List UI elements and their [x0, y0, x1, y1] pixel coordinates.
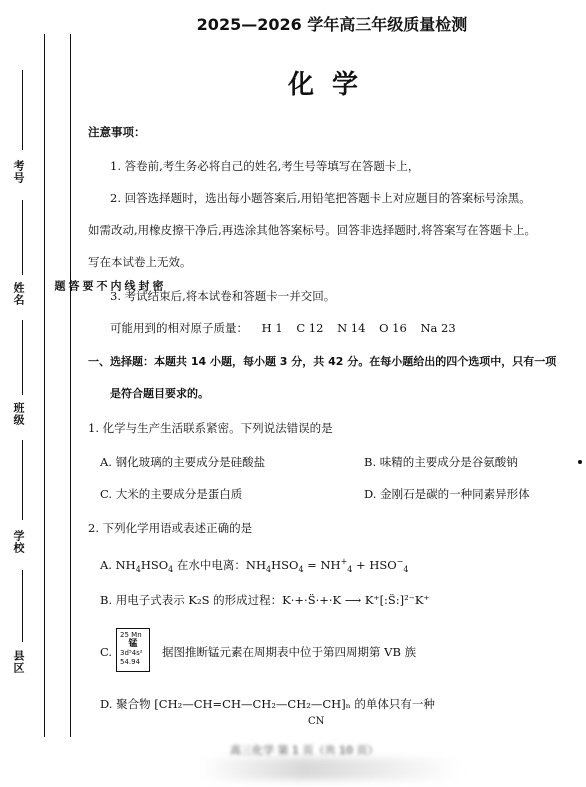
exam-number-line: [22, 70, 23, 150]
seal-line-left: [44, 34, 45, 737]
notice-item-3: 3. 考试结束后,将本试卷和答题卡一并交回。: [110, 289, 336, 303]
manganese-element-box: [116, 628, 150, 672]
notice-item-2: 2. 回答选择题时，选出每小题答案后,用铅笔把答题卡上对应题目的答案标号涂黑。: [110, 191, 531, 205]
notice-item-2-cont: 如需改动,用橡皮擦干净后,再选涂其他答案标号。回答非选择题时,将答案写在答题卡上。: [88, 223, 536, 237]
mn-mass: 54.94: [120, 658, 141, 666]
notice-item-1: 1. 答卷前,考生务必将自己的姓名,考生号等填写在答题卡上，: [110, 159, 420, 173]
q2-d-formula: [CH₂—CH=CH—CH₂—CH₂—CH]ₙ: [154, 697, 351, 711]
mn-name: 锰: [128, 639, 138, 649]
seal-line-right: [70, 34, 71, 737]
label-class: 班级: [12, 402, 25, 426]
atomic-mass-label: 可能用到的相对原子质量：: [110, 321, 248, 335]
school-line: [22, 440, 23, 520]
page-footer: 高三化学 第 1 页（共 10 页）: [230, 744, 379, 757]
section-heading-cont: 是符合题目要求的。: [110, 387, 209, 400]
mass-c: C 12: [296, 321, 324, 335]
q1-stem: 1. 化学与生产生活联系紧密。下列说法错误的是: [88, 421, 333, 435]
name-line: [22, 200, 23, 275]
mass-n: N 14: [337, 321, 366, 335]
label-exam-number: 考号: [12, 160, 25, 184]
exam-title: 2025—2026 学年高三年级质量检测: [196, 15, 468, 34]
mass-o: O 16: [379, 321, 407, 335]
q2-option-a: A. $NH_4HSO_4$ 在水中电离：$NH_4HSO_4 = NH^+_4 + HSO^-_4$: [100, 557, 409, 575]
atomic-mass-line: [110, 320, 466, 336]
mass-h: H 1: [261, 321, 283, 335]
mass-na: Na 23: [420, 321, 456, 335]
mn-config: 3d⁵4s²: [120, 649, 143, 657]
class-line: [22, 320, 23, 395]
q2-stem: 2. 下列化学用语或表述正确的是: [88, 521, 253, 535]
q1-option-a: A. 钢化玻璃的主要成分是硅酸盐: [100, 455, 266, 469]
q2-d-suffix: 的单体只有一种: [354, 697, 435, 711]
section-heading: 一、选择题：本题共 14 小题，每小题 3 分，共 42 分。在每小题给出的四个选项中，只有一项: [88, 355, 557, 368]
label-school: 学校: [12, 530, 25, 554]
subject-title: 化学: [287, 70, 376, 100]
mn-number-symbol: 25 Mn: [120, 631, 142, 639]
q2-d-prefix: D. 聚合物: [100, 697, 151, 711]
label-name: 姓名: [12, 282, 25, 306]
q2-option-d: [100, 696, 435, 712]
q2-option-c-text: 据图推断锰元素在周期表中位于第四周期第 VB 族: [162, 645, 417, 659]
q2-option-b: B. 用电子式表示 K₂S 的形成过程：K·+·S̈·+·K ⟶ K⁺[:S̈:]²⁻K⁺: [100, 593, 430, 607]
county-line: [22, 570, 23, 642]
seal-warning-text: 密 封 线 内 不 要 答 题: [53, 280, 164, 291]
notice-item-2-end: 写在本试卷上无效。: [88, 255, 192, 269]
q2-d-branch: CN: [308, 716, 325, 727]
q1-option-d: D. 金刚石是碳的一种同素异形体: [364, 487, 530, 501]
q1-option-c: C. 大米的主要成分是蛋白质: [100, 487, 243, 501]
scratch-blur: [200, 758, 460, 780]
q2-option-c-label: C.: [100, 645, 113, 659]
label-county: 县区: [12, 650, 25, 674]
margin-dot: [578, 460, 582, 464]
q1-option-b: B. 味精的主要成分是谷氨酸钠: [364, 455, 518, 469]
notice-heading: 注意事项：: [88, 125, 146, 139]
